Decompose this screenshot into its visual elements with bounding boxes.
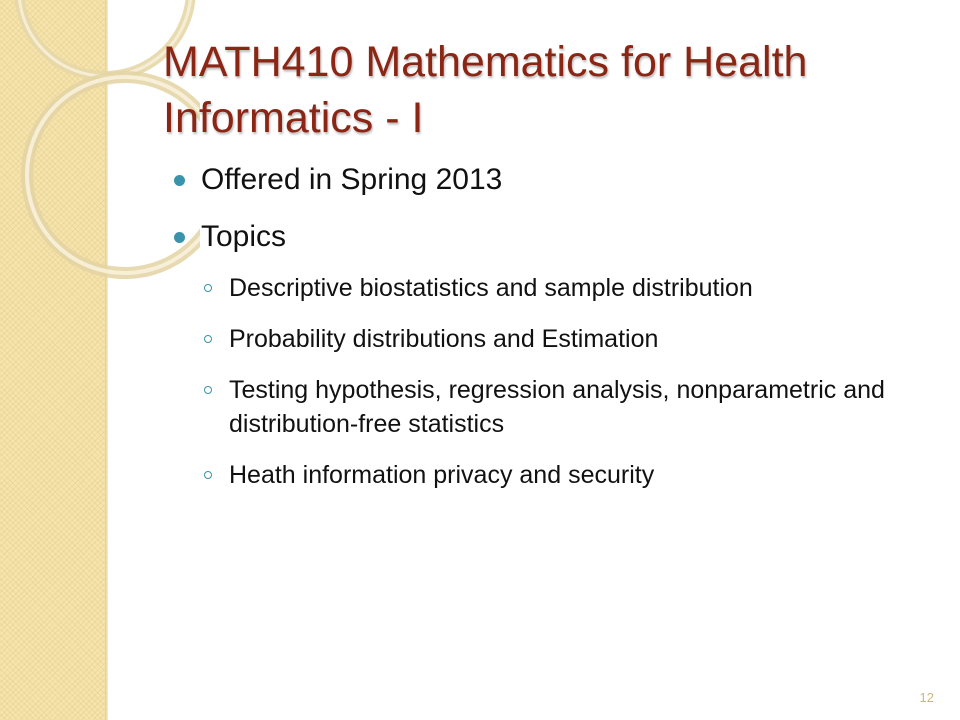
sub-bullet-text: Descriptive biostatistics and sample distribution bbox=[229, 274, 753, 302]
sub-bullet-text: Testing hypothesis, regression analysis, nonparametric and distribution-free statistics bbox=[229, 376, 885, 438]
ring-bullet-icon bbox=[204, 335, 212, 343]
page-number: 12 bbox=[919, 690, 934, 705]
sub-bullet-text: Probability distributions and Estimation bbox=[229, 325, 659, 353]
bullet-text: Offered in Spring 2013 bbox=[201, 163, 503, 196]
bullet-text: Topics bbox=[201, 220, 287, 253]
sub-bullet-list bbox=[172, 271, 932, 492]
sub-bullet-item bbox=[172, 373, 932, 441]
ring-bullet-icon bbox=[204, 386, 212, 394]
bullet-item bbox=[172, 160, 932, 200]
ring-bullet-icon bbox=[204, 471, 212, 479]
slide-title: MATH410 Mathematics for Health Informatics - I bbox=[163, 38, 808, 142]
bullet-dot-icon bbox=[174, 175, 185, 186]
sub-bullet-item bbox=[172, 322, 932, 356]
bullet-dot-icon bbox=[174, 232, 185, 243]
bullet-item bbox=[172, 217, 932, 257]
sub-bullet-item bbox=[172, 458, 932, 492]
ring-bullet-icon bbox=[204, 284, 212, 292]
bullet-list bbox=[172, 160, 932, 509]
sub-bullet-item bbox=[172, 271, 932, 305]
sub-bullet-text: Heath information privacy and security bbox=[229, 461, 655, 489]
